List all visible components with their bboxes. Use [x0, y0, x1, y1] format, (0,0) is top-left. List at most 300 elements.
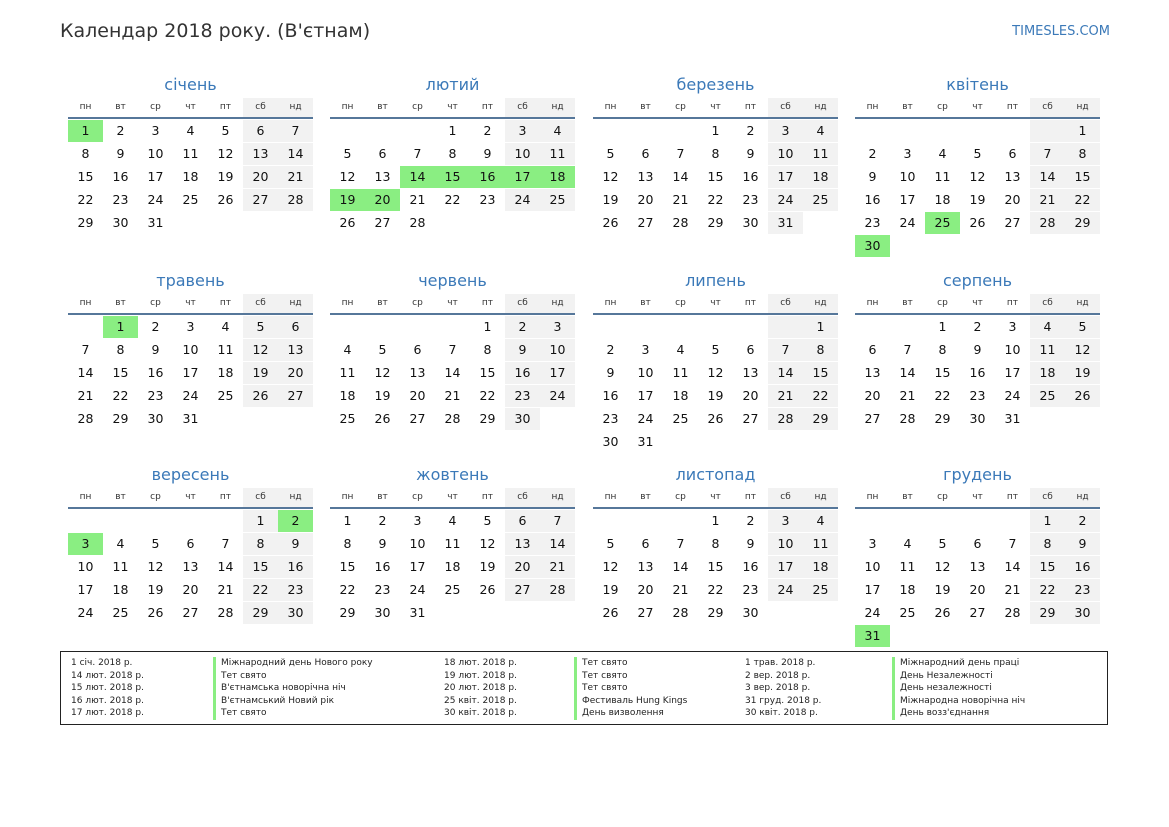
month-name: грудень — [943, 465, 1012, 484]
week-row — [593, 510, 838, 532]
weekday-header — [68, 294, 313, 315]
weekday-label: пт — [1006, 298, 1019, 308]
week-row — [593, 316, 838, 338]
month-name: липень — [685, 271, 746, 290]
day-cell: 23 — [602, 411, 619, 426]
day-cell: 22 — [1030, 579, 1065, 601]
day-cell: 23 — [278, 579, 313, 601]
holiday-day-cell: 15 — [435, 166, 470, 188]
day-cell: 11 — [803, 533, 838, 555]
day-cell: 12 — [707, 365, 724, 380]
day-cell: 26 — [934, 605, 951, 620]
day-cell: 5 — [343, 146, 352, 161]
day-cell: 6 — [243, 120, 278, 142]
empty-day — [995, 235, 1030, 257]
day-cell: 1 — [711, 513, 720, 528]
legend-holiday-name: Тет свято — [213, 707, 373, 720]
month-block — [593, 74, 838, 234]
weekday-label: ср — [675, 102, 686, 112]
day-cell: 20 — [637, 582, 654, 597]
day-cell: 23 — [742, 582, 759, 597]
day-cell: 26 — [374, 411, 391, 426]
legend-date: 30 квіт. 2018 р. — [444, 708, 517, 719]
empty-day — [435, 602, 470, 624]
day-cell: 12 — [374, 365, 391, 380]
weekday-label: пн — [604, 298, 617, 308]
day-cell: 9 — [116, 146, 125, 161]
legend-holiday-name: Міжнародний день праці — [892, 657, 1025, 670]
day-cell: 30 — [1065, 602, 1100, 624]
day-cell: 8 — [243, 533, 278, 555]
day-cell: 13 — [243, 143, 278, 165]
empty-day — [628, 510, 663, 532]
week-row — [330, 212, 575, 234]
weekday-label: пт — [219, 102, 232, 112]
day-cell: 3 — [903, 146, 912, 161]
day-cell: 15 — [934, 365, 951, 380]
weekday-label: сб — [243, 98, 278, 117]
day-cell: 17 — [1004, 365, 1021, 380]
weekday-label: ср — [937, 102, 948, 112]
day-cell: 29 — [243, 602, 278, 624]
day-cell: 2 — [483, 123, 492, 138]
day-cell: 28 — [672, 605, 689, 620]
day-cell: 10 — [77, 559, 94, 574]
day-cell: 30 — [602, 434, 619, 449]
week-row — [855, 339, 1100, 361]
day-cell: 5 — [378, 342, 387, 357]
weekday-label: пн — [604, 102, 617, 112]
empty-day — [540, 408, 575, 430]
weekday-header — [593, 488, 838, 509]
legend-dates-column — [745, 657, 821, 720]
legend-date: 20 лют. 2018 р. — [444, 683, 517, 694]
week-row — [68, 362, 313, 384]
empty-day — [925, 625, 960, 647]
month-block — [855, 270, 1100, 430]
day-cell: 19 — [602, 192, 619, 207]
weekday-label: сб — [768, 98, 803, 117]
day-cell: 31 — [182, 411, 199, 426]
month-block — [593, 270, 838, 453]
day-cell: 17 — [768, 166, 803, 188]
day-cell: 10 — [864, 559, 881, 574]
day-cell: 23 — [147, 388, 164, 403]
day-cell: 11 — [1030, 339, 1065, 361]
day-cell: 16 — [278, 556, 313, 578]
week-row — [330, 385, 575, 407]
holiday-day-cell: 3 — [68, 533, 103, 555]
weekday-label: нд — [1065, 98, 1100, 117]
weekday-label: ср — [937, 492, 948, 502]
day-cell: 10 — [768, 143, 803, 165]
day-cell: 30 — [742, 215, 759, 230]
month-name: листопад — [675, 465, 756, 484]
day-cell: 2 — [746, 513, 755, 528]
legend-date: 30 квіт. 2018 р. — [745, 708, 818, 719]
day-cell: 29 — [112, 411, 129, 426]
day-cell: 26 — [969, 215, 986, 230]
day-cell: 13 — [864, 365, 881, 380]
week-row — [855, 556, 1100, 578]
day-cell: 8 — [448, 146, 457, 161]
day-cell: 2 — [746, 123, 755, 138]
holiday-day-cell: 1 — [68, 120, 103, 142]
day-cell: 18 — [899, 582, 916, 597]
day-cell: 12 — [243, 339, 278, 361]
day-cell: 10 — [1004, 342, 1021, 357]
day-cell: 9 — [505, 339, 540, 361]
day-cell: 19 — [602, 582, 619, 597]
day-cell: 3 — [768, 120, 803, 142]
week-row — [593, 579, 838, 601]
empty-day — [768, 431, 803, 453]
day-cell: 13 — [742, 365, 759, 380]
empty-day — [1030, 120, 1065, 142]
day-cell: 20 — [278, 362, 313, 384]
month-block — [330, 464, 575, 624]
empty-day — [173, 212, 208, 234]
weekday-label: вт — [902, 492, 913, 502]
day-cell: 8 — [711, 146, 720, 161]
day-cell: 24 — [77, 605, 94, 620]
day-cell: 21 — [444, 388, 461, 403]
day-cell: 30 — [742, 605, 759, 620]
day-cell: 27 — [505, 579, 540, 601]
day-cell: 13 — [182, 559, 199, 574]
day-cell: 7 — [903, 342, 912, 357]
day-cell: 27 — [742, 411, 759, 426]
day-cell: 26 — [707, 411, 724, 426]
day-cell: 19 — [217, 169, 234, 184]
empty-day — [470, 212, 505, 234]
week-row — [68, 120, 313, 142]
day-cell: 30 — [278, 602, 313, 624]
holiday-day-cell: 30 — [855, 235, 890, 257]
day-cell: 4 — [540, 120, 575, 142]
weekday-label: нд — [803, 294, 838, 313]
week-row — [330, 166, 575, 188]
day-cell: 27 — [1004, 215, 1021, 230]
day-cell: 4 — [448, 513, 457, 528]
day-cell: 6 — [746, 342, 755, 357]
day-cell: 8 — [803, 339, 838, 361]
empty-day — [435, 316, 470, 338]
weekday-label: чт — [447, 102, 458, 112]
month-name: березень — [676, 75, 755, 94]
day-cell: 3 — [151, 123, 160, 138]
day-cell: 15 — [1065, 166, 1100, 188]
day-cell: 28 — [1030, 212, 1065, 234]
month-block — [68, 74, 313, 234]
holiday-day-cell: 18 — [540, 166, 575, 188]
day-cell: 5 — [606, 536, 615, 551]
day-cell: 3 — [505, 120, 540, 142]
day-cell: 2 — [505, 316, 540, 338]
weekday-label: пт — [481, 102, 494, 112]
empty-day — [278, 408, 313, 430]
day-cell: 11 — [112, 559, 129, 574]
day-cell: 25 — [339, 411, 356, 426]
day-cell: 24 — [540, 385, 575, 407]
weekday-header — [68, 98, 313, 119]
day-cell: 12 — [934, 559, 951, 574]
day-cell: 16 — [969, 365, 986, 380]
week-row — [593, 602, 838, 624]
day-cell: 12 — [147, 559, 164, 574]
weekday-label: нд — [278, 98, 313, 117]
day-cell: 12 — [479, 536, 496, 551]
day-cell: 22 — [934, 388, 951, 403]
day-cell: 18 — [672, 388, 689, 403]
day-cell: 14 — [672, 559, 689, 574]
day-cell: 7 — [1008, 536, 1017, 551]
week-row — [68, 602, 313, 624]
day-cell: 4 — [938, 146, 947, 161]
day-cell: 20 — [637, 192, 654, 207]
weekday-label: нд — [540, 488, 575, 507]
week-row — [330, 316, 575, 338]
week-row — [593, 362, 838, 384]
holiday-day-cell: 20 — [365, 189, 400, 211]
day-cell: 9 — [606, 365, 615, 380]
weekday-label: пт — [219, 492, 232, 502]
empty-day — [593, 510, 628, 532]
day-cell: 6 — [641, 536, 650, 551]
holiday-day-cell: 19 — [330, 189, 365, 211]
weekday-label: сб — [768, 488, 803, 507]
week-row — [855, 143, 1100, 165]
legend-holiday-name: День незалежності — [892, 682, 1025, 695]
empty-day — [243, 212, 278, 234]
day-cell: 11 — [899, 559, 916, 574]
day-cell: 2 — [151, 319, 160, 334]
day-cell: 17 — [864, 582, 881, 597]
empty-day — [1030, 235, 1065, 257]
day-cell: 21 — [1030, 189, 1065, 211]
day-cell: 23 — [969, 388, 986, 403]
day-cell: 18 — [339, 388, 356, 403]
legend-names-column — [213, 657, 373, 720]
day-cell: 3 — [186, 319, 195, 334]
day-cell: 11 — [540, 143, 575, 165]
day-cell: 11 — [217, 342, 234, 357]
day-cell: 23 — [1065, 579, 1100, 601]
day-cell: 27 — [864, 411, 881, 426]
day-cell: 12 — [217, 146, 234, 161]
day-cell: 9 — [868, 169, 877, 184]
day-cell: 19 — [707, 388, 724, 403]
day-cell: 1 — [483, 319, 492, 334]
empty-day — [103, 510, 138, 532]
empty-day — [470, 602, 505, 624]
weekday-label: сб — [243, 488, 278, 507]
weekday-label: вт — [377, 298, 388, 308]
day-cell: 9 — [746, 536, 755, 551]
weekday-label: пт — [1006, 102, 1019, 112]
weekday-label: чт — [447, 298, 458, 308]
day-cell: 23 — [479, 192, 496, 207]
day-cell: 25 — [672, 411, 689, 426]
weekday-label: нд — [803, 488, 838, 507]
week-row — [855, 166, 1100, 188]
empty-day — [400, 120, 435, 142]
day-cell: 12 — [602, 559, 619, 574]
day-cell: 14 — [278, 143, 313, 165]
day-cell: 20 — [969, 582, 986, 597]
day-cell: 25 — [803, 189, 838, 211]
weekday-label: сб — [768, 294, 803, 313]
day-cell: 7 — [676, 146, 685, 161]
legend-holiday-name: Міжнародний день Нового року — [213, 657, 373, 670]
day-cell: 9 — [1065, 533, 1100, 555]
empty-day — [768, 602, 803, 624]
day-cell: 13 — [409, 365, 426, 380]
legend-date: 16 лют. 2018 р. — [71, 695, 144, 706]
empty-day — [278, 212, 313, 234]
day-cell: 24 — [147, 192, 164, 207]
day-cell: 12 — [339, 169, 356, 184]
weekday-header — [855, 98, 1100, 119]
day-cell: 28 — [899, 411, 916, 426]
day-cell: 7 — [448, 342, 457, 357]
day-cell: 3 — [641, 342, 650, 357]
month-block — [855, 74, 1100, 257]
day-cell: 4 — [803, 120, 838, 142]
empty-day — [960, 235, 995, 257]
legend-date: 1 січ. 2018 р. — [71, 658, 133, 668]
day-cell: 28 — [444, 411, 461, 426]
weekday-label: пт — [219, 298, 232, 308]
day-cell: 5 — [483, 513, 492, 528]
weekday-label: чт — [710, 298, 721, 308]
weekday-header — [330, 488, 575, 509]
empty-day — [173, 510, 208, 532]
empty-day — [540, 602, 575, 624]
day-cell: 8 — [81, 146, 90, 161]
month-name: вересень — [151, 465, 230, 484]
day-cell: 17 — [768, 556, 803, 578]
weekday-label: ср — [412, 298, 423, 308]
day-cell: 6 — [505, 510, 540, 532]
week-row — [330, 556, 575, 578]
day-cell: 1 — [803, 316, 838, 338]
day-cell: 16 — [147, 365, 164, 380]
day-cell: 21 — [768, 385, 803, 407]
day-cell: 26 — [602, 215, 619, 230]
empty-day — [138, 510, 173, 532]
holiday-day-cell: 1 — [103, 316, 138, 338]
day-cell: 17 — [637, 388, 654, 403]
month-block — [593, 464, 838, 624]
day-cell: 3 — [768, 510, 803, 532]
week-row — [330, 339, 575, 361]
empty-day — [995, 120, 1030, 142]
day-cell: 1 — [343, 513, 352, 528]
legend-date: 15 лют. 2018 р. — [71, 683, 144, 694]
day-cell: 9 — [151, 342, 160, 357]
day-cell: 1 — [448, 123, 457, 138]
day-cell: 4 — [186, 123, 195, 138]
day-cell: 14 — [540, 533, 575, 555]
day-cell: 6 — [973, 536, 982, 551]
day-cell: 7 — [278, 120, 313, 142]
week-row — [855, 235, 1100, 257]
day-cell: 10 — [540, 339, 575, 361]
day-cell: 16 — [374, 559, 391, 574]
empty-day — [68, 510, 103, 532]
day-cell: 29 — [934, 411, 951, 426]
empty-day — [400, 316, 435, 338]
week-row — [855, 510, 1100, 532]
day-cell: 8 — [483, 342, 492, 357]
day-cell: 16 — [505, 362, 540, 384]
empty-day — [733, 316, 768, 338]
legend-date: 25 квіт. 2018 р. — [444, 695, 517, 706]
weekday-label: вт — [377, 492, 388, 502]
day-cell: 15 — [1030, 556, 1065, 578]
legend-holiday-name: Тет свято — [213, 670, 373, 683]
legend-date: 14 лют. 2018 р. — [71, 670, 144, 681]
day-cell: 13 — [637, 169, 654, 184]
day-cell: 23 — [505, 385, 540, 407]
week-row — [855, 120, 1100, 142]
legend-holiday-name: Тет свято — [574, 657, 687, 670]
day-cell: 1 — [1030, 510, 1065, 532]
empty-day — [663, 120, 698, 142]
week-row — [855, 316, 1100, 338]
day-cell: 27 — [409, 411, 426, 426]
day-cell: 5 — [973, 146, 982, 161]
holiday-day-cell: 14 — [400, 166, 435, 188]
site-link[interactable]: TIMESLES.COM — [1012, 24, 1110, 39]
legend-date: 17 лют. 2018 р. — [71, 708, 144, 719]
day-cell: 19 — [374, 388, 391, 403]
week-row — [68, 533, 313, 555]
day-cell: 16 — [1065, 556, 1100, 578]
day-cell: 7 — [413, 146, 422, 161]
empty-day — [925, 235, 960, 257]
weekday-label: вт — [115, 298, 126, 308]
empty-day — [890, 625, 925, 647]
empty-day — [628, 316, 663, 338]
day-cell: 20 — [864, 388, 881, 403]
empty-day — [925, 510, 960, 532]
week-row — [330, 189, 575, 211]
empty-day — [208, 408, 243, 430]
weekday-label: сб — [505, 294, 540, 313]
month-block — [330, 270, 575, 430]
day-cell: 4 — [221, 319, 230, 334]
day-cell: 27 — [969, 605, 986, 620]
day-cell: 4 — [1030, 316, 1065, 338]
legend-holiday-name: День Незалежності — [892, 670, 1025, 683]
day-cell: 25 — [217, 388, 234, 403]
weekday-label: сб — [1030, 98, 1065, 117]
day-cell: 21 — [217, 582, 234, 597]
day-cell: 7 — [221, 536, 230, 551]
day-cell: 22 — [707, 582, 724, 597]
empty-day — [243, 408, 278, 430]
weekday-label: чт — [447, 492, 458, 502]
day-cell: 25 — [112, 605, 129, 620]
day-cell: 29 — [77, 215, 94, 230]
weekday-label: нд — [278, 294, 313, 313]
day-cell: 19 — [934, 582, 951, 597]
day-cell: 18 — [803, 166, 838, 188]
day-cell: 28 — [217, 605, 234, 620]
day-cell: 27 — [637, 215, 654, 230]
